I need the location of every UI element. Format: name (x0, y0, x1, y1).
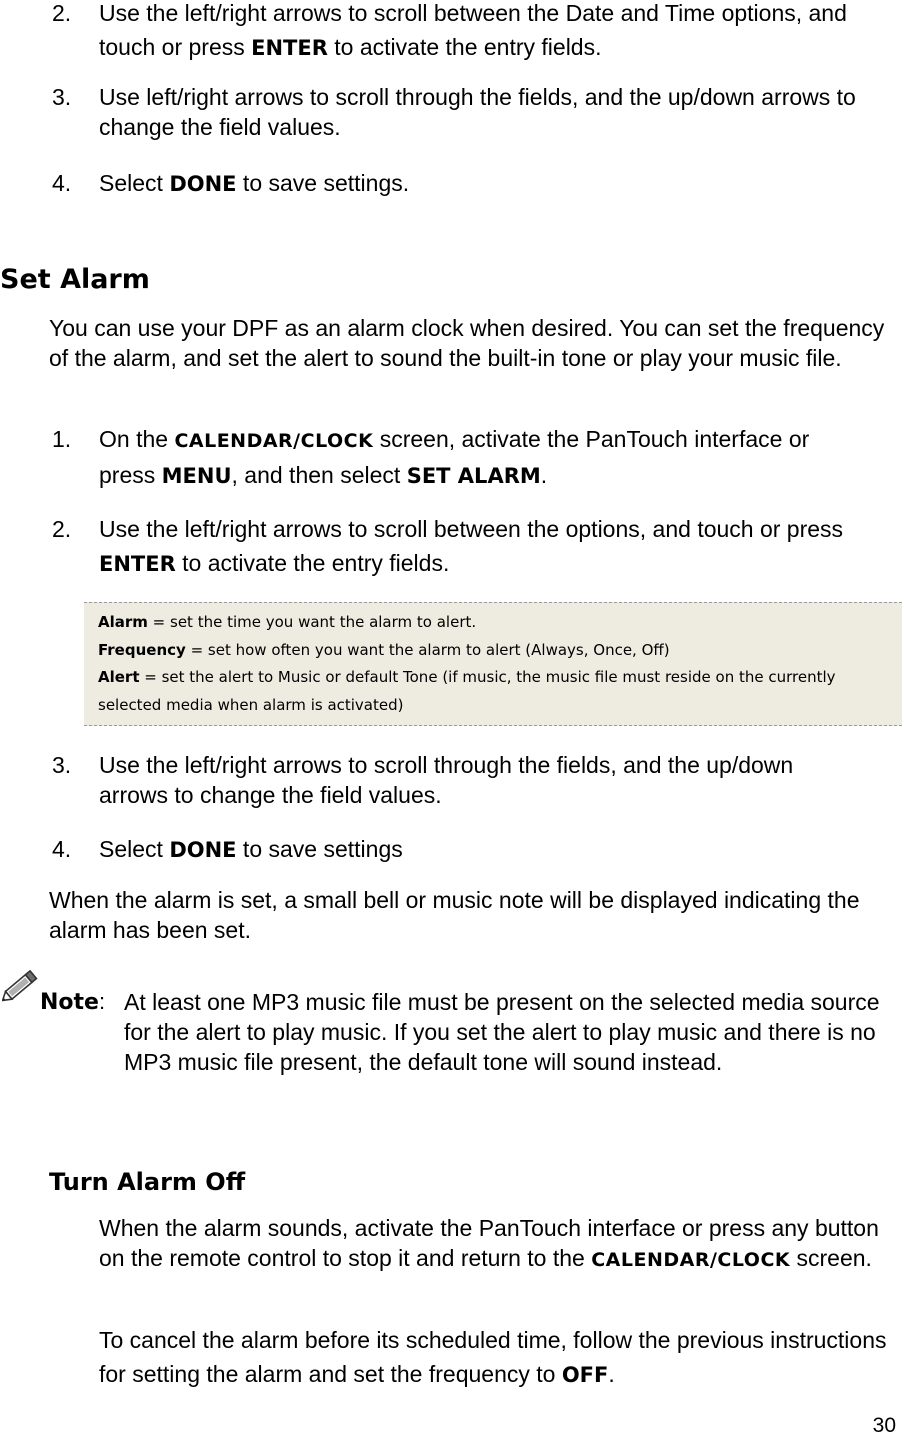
screen-name-calendar-clock: CALENDAR/CLOCK (591, 1249, 791, 1271)
section-heading-turn-alarm-off: Turn Alarm Off (49, 1168, 246, 1196)
step-text: Select DONE to save settings. (99, 170, 410, 196)
alarm-set-description: When the alarm is set, a small bell or music note will be displayed indicating the alarm has been set. (49, 887, 860, 943)
step-text: Use the left/right arrows to scroll through the fields, and the up/down arrows to change the field values. (99, 752, 794, 808)
turn-off-paragraph-1: When the alarm sounds, activate the PanTouch interface or press any button on the remote control to stop it and return to the CALENDAR/CLOCK screen. (99, 1215, 879, 1271)
screen-name-calendar-clock: CALENDAR/CLOCK (174, 430, 374, 452)
menu-item-set-alarm: SET ALARM (406, 464, 541, 488)
section-heading-set-alarm: Set Alarm (0, 264, 150, 295)
step-number: 4. (52, 836, 72, 862)
step-number: 4. (52, 170, 72, 196)
step-text: Use the left/right arrows to scroll between the Date and Time options, and touch or press ENTER to activate the entry fields. (99, 0, 847, 60)
option-frequency: Frequency = set how often you want the alarm to alert (Always, Once, Off) (98, 640, 670, 659)
step-text: On the CALENDAR/CLOCK screen, activate the PanTouch interface or press MENU, and then select SET ALARM. (99, 426, 810, 488)
option-alarm: Alarm = set the time you want the alarm to alert. (98, 613, 477, 631)
key-menu: MENU (161, 464, 232, 488)
step-number: 3. (52, 84, 72, 110)
key-enter: ENTER (251, 36, 328, 60)
key-enter: ENTER (99, 552, 176, 576)
options-info-box (84, 602, 902, 726)
note-label: Note: (40, 989, 106, 1015)
step-text: Select DONE to save settings (99, 836, 403, 862)
value-off: OFF (561, 1363, 609, 1387)
step-number: 2. (52, 0, 72, 26)
option-alert: Alert = set the alert to Music or default Tone (if music, the music file must reside on the currently selected media when alarm is activated) (98, 668, 836, 714)
note-text: At least one MP3 music file must be present on the selected media source for the alert to play music. If you set the alert to play music and there is no MP3 music file present, the default tone will sound instead. (124, 989, 880, 1075)
pencil-icon (2, 966, 40, 1004)
page-number: 30 (872, 1414, 896, 1437)
step-text: Use the left/right arrows to scroll between the options, and touch or press ENTER to activate the entry fields. (99, 516, 844, 576)
step-number: 3. (52, 752, 72, 778)
step-number: 1. (52, 426, 72, 452)
step-number: 2. (52, 516, 72, 542)
set-alarm-intro: You can use your DPF as an alarm clock when desired. You can set the frequency of the alarm, and set the alert to sound the built-in tone or play your music file. (49, 315, 885, 371)
key-done: DONE (169, 172, 237, 196)
step-text: Use left/right arrows to scroll through the fields, and the up/down arrows to change the field values. (99, 84, 856, 140)
key-done: DONE (169, 838, 237, 862)
turn-off-paragraph-2: To cancel the alarm before its scheduled time, follow the previous instructions for setting the alarm and set the frequency to OFF. (99, 1327, 887, 1387)
